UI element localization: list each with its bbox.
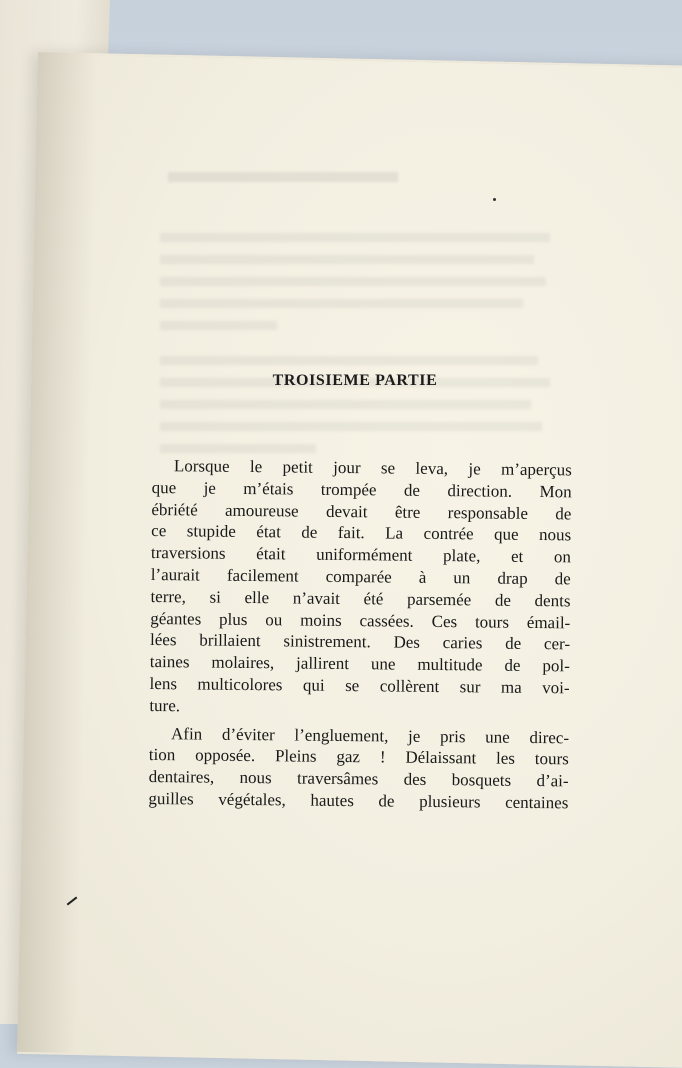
text-line: traversions était uniformément plate, et on: [150, 543, 572, 567]
text-line: dentaires, nous traversâmes des bosquets d’ai-: [148, 767, 569, 791]
text-line: ébriété amoureuse devait être responsable de: [151, 499, 572, 523]
text-line: ce stupide état de fait. La contrée que nous: [151, 521, 572, 545]
text-line: lens multicolores qui se collèrent sur ma voi-: [149, 673, 570, 698]
ink-speck: [493, 198, 496, 201]
text-line: géantes plus ou moins cassées. Ces tours émail-: [150, 608, 571, 632]
text-line: ture.: [149, 695, 181, 716]
text-line: taines molaires, jallirent une multitude de pol-: [149, 652, 570, 676]
text-line: que je m’étais trompée de direction. Mon: [151, 477, 572, 502]
text-line: lées brillaient sinistrement. Des caries de cer-: [149, 630, 571, 654]
text-line: tion opposée. Pleins gaz ! Délaissant les tours: [148, 745, 569, 769]
text-line: l’aurait facilement comparée à un drap de: [150, 564, 571, 589]
text-line: Lorsque le petit jour se leva, je m’aperçus: [173, 456, 572, 480]
text-line: terre, si elle n’avait été parsemée de dents: [150, 586, 571, 611]
text-line: Afin d’éviter l’engluement, je pris une direc-: [170, 723, 570, 747]
show-through-heading: [168, 172, 398, 182]
section-heading: TROISIEME PARTIE: [272, 372, 438, 389]
page-body-text: [148, 455, 572, 814]
text-line: guilles végétales, hautes de plusieurs centaines: [148, 788, 569, 813]
